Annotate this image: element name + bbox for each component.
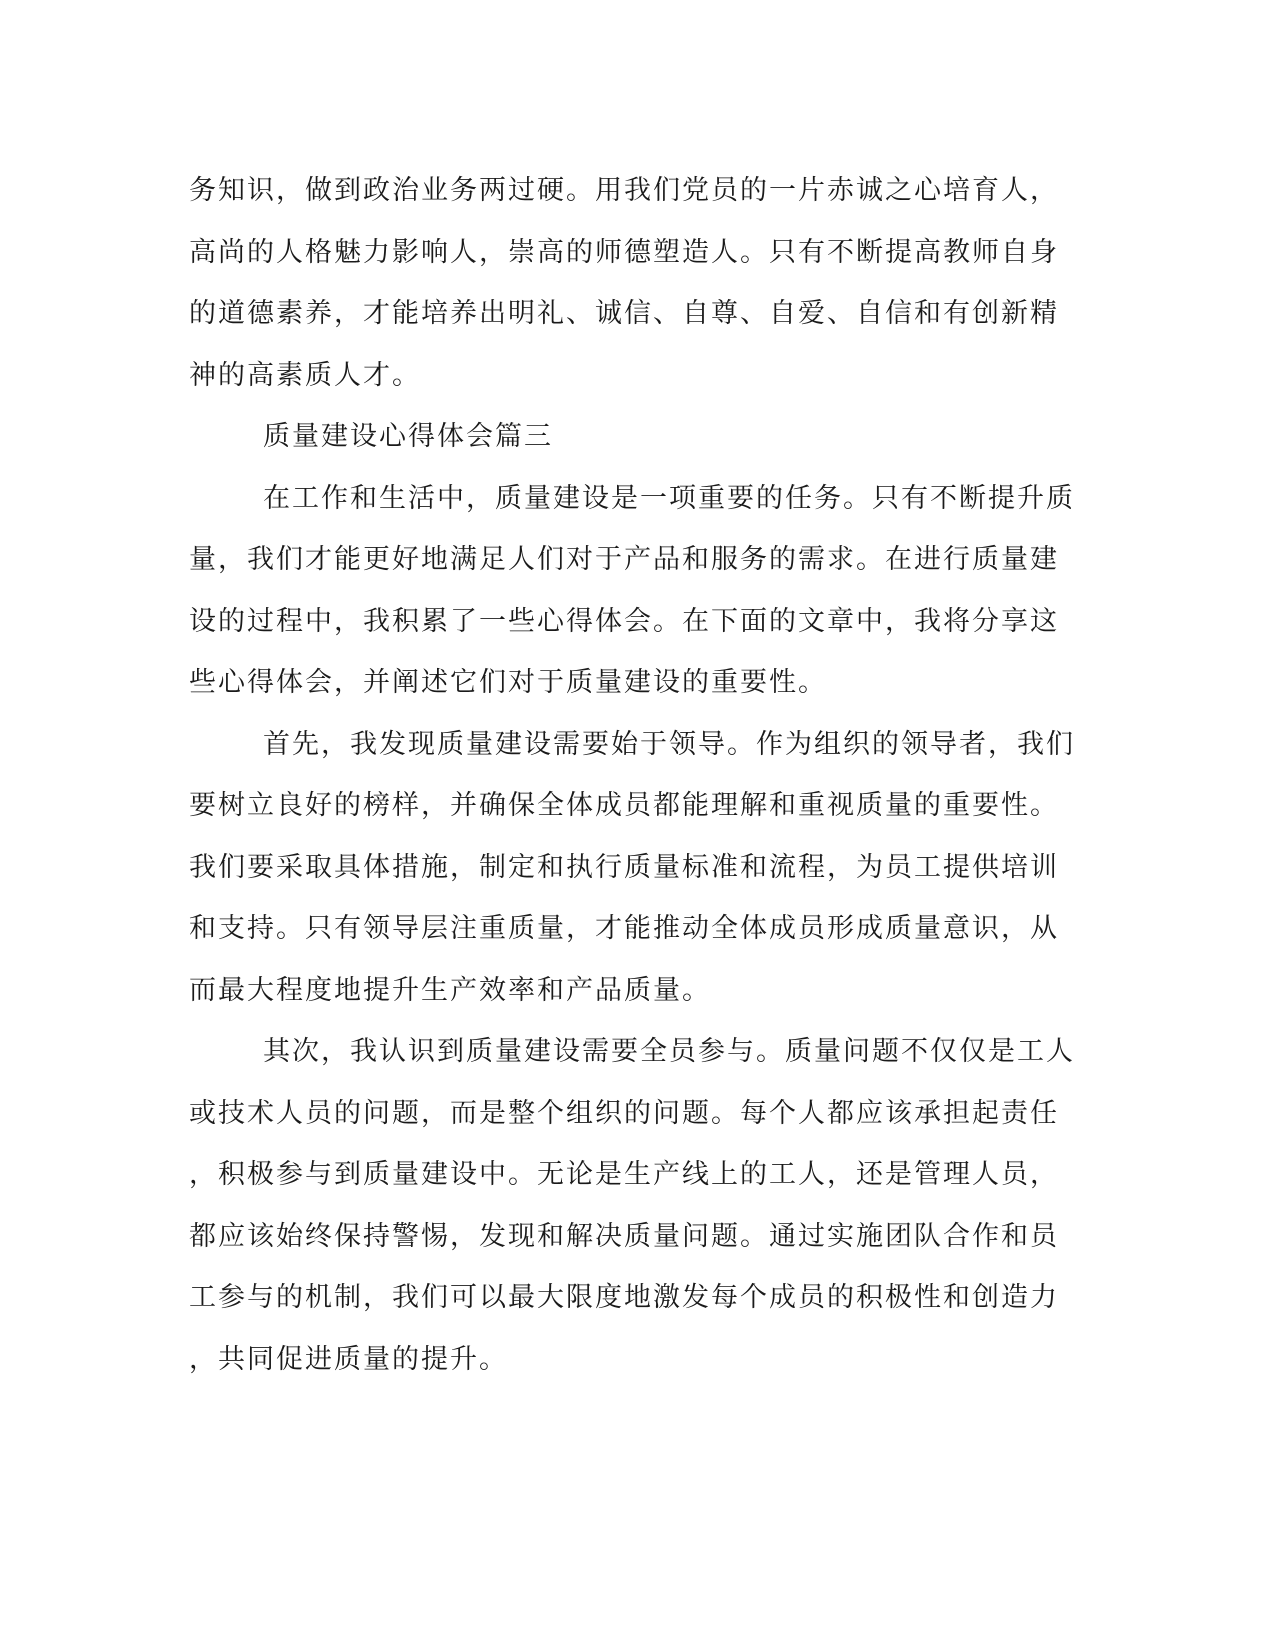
text-line: 和支持。只有领导层注重质量，才能推动全体成员形成质量意识，从 (189, 913, 1059, 944)
text-line: 神的高素质人才。 (189, 359, 421, 391)
text-line: 工参与的机制，我们可以最大限度地激发每个成员的积极性和创造力 (189, 1282, 1059, 1313)
text-line: 首先，我发现质量建设需要始于领导。作为组织的领导者，我们 (263, 728, 1075, 760)
text-line: 或技术人员的问题，而是整个组织的问题。每个人都应该承担起责任 (189, 1097, 1059, 1129)
text-line: 高尚的人格魅力影响人，崇高的师德塑造人。只有不断提高教师自身 (189, 236, 1059, 268)
text-line: 设的过程中，我积累了一些心得体会。在下面的文章中，我将分享这 (189, 605, 1059, 637)
text-line: 务知识，做到政治业务两过硬。用我们党员的一片赤诚之心培育人， (189, 175, 1059, 206)
text-line: 的道德素养，才能培养出明礼、诚信、自尊、自爱、自信和有创新精 (189, 298, 1059, 329)
text-line: 量，我们才能更好地满足人们对于产品和服务的需求。在进行质量建 (189, 544, 1059, 575)
text-line: 我们要采取具体措施，制定和执行质量标准和流程，为员工提供培训 (189, 851, 1059, 883)
text-line: ，积极参与到质量建设中。无论是生产线上的工人，还是管理人员， (189, 1159, 1059, 1190)
text-line: 都应该始终保持警惕，发现和解决质量问题。通过实施团队合作和员 (189, 1220, 1059, 1252)
text-line: 其次，我认识到质量建设需要全员参与。质量问题不仅仅是工人 (263, 1036, 1075, 1067)
text-line: 要树立良好的榜样，并确保全体成员都能理解和重视质量的重要性。 (189, 790, 1059, 821)
text-line: 质量建设心得体会篇三 (263, 421, 553, 452)
text-line: 而最大程度地提升生产效率和产品质量。 (189, 974, 711, 1006)
text-line: 些心得体会，并阐述它们对于质量建设的重要性。 (189, 667, 827, 698)
document-body (189, 160, 1079, 1390)
text-line: ，共同促进质量的提升。 (189, 1343, 508, 1375)
text-line: 在工作和生活中，质量建设是一项重要的任务。只有不断提升质 (263, 482, 1075, 514)
